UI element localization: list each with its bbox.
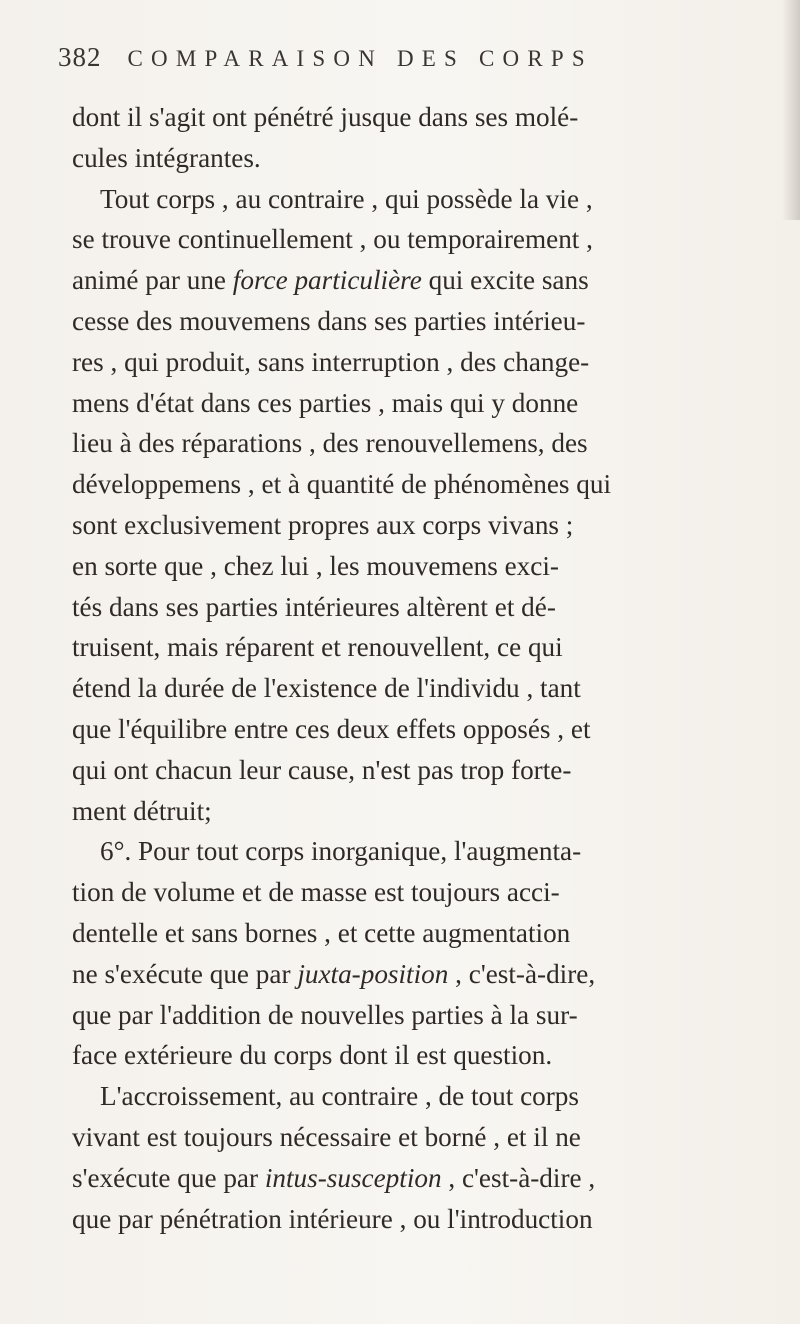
text-line: développemens , et à quantité de phénomènes qui	[72, 469, 612, 500]
emphasized-term: intus-susception	[264, 1162, 442, 1193]
running-head	[58, 42, 758, 82]
running-title: COMPARAISON DES CORPS	[127, 46, 593, 71]
text-line-with-emphasis	[72, 1158, 772, 1199]
emphasized-term: force particulière	[232, 265, 422, 296]
text-line: face extérieure du corps dont il est question.	[72, 1040, 553, 1071]
text-line-with-emphasis	[72, 260, 772, 301]
text-line: Tout corps , au contraire , qui possède la vie ,	[100, 183, 593, 214]
text-line: lieu à des réparations , des renouvellemens, des	[72, 428, 588, 459]
text-line: 6°. Pour tout corps inorganique, l'augmenta-	[100, 836, 582, 867]
text-line: que par l'addition de nouvelles parties à la sur-	[72, 999, 578, 1030]
text-segment: animé par une	[72, 265, 233, 296]
text-line: vivant est toujours nécessaire et borné , et il ne	[72, 1121, 581, 1152]
emphasized-term: juxta-position	[297, 958, 449, 989]
text-line: res , qui produit, sans interruption , des change-	[72, 346, 590, 377]
text-segment: , c'est-à-dire,	[448, 958, 596, 989]
text-segment: , c'est-à-dire ,	[441, 1162, 596, 1193]
text-segment: ne s'exécute que par	[72, 958, 298, 989]
text-line: tés dans ses parties intérieures altèrent et dé-	[72, 591, 556, 622]
text-line: mens d'état dans ces parties , mais qui y donne	[72, 387, 579, 418]
text-line: sont exclusivement propres aux corps vivans ;	[72, 509, 574, 540]
text-line: tion de volume et de masse est toujours acci-	[72, 877, 560, 908]
text-segment: qui excite sans	[421, 265, 589, 296]
text-line: se trouve continuellement , ou temporairement ,	[72, 224, 593, 255]
page-number: 382	[58, 42, 102, 72]
text-line: truisent, mais réparent et renouvellent, ce qui	[72, 632, 563, 663]
text-line: étend la durée de l'existence de l'individu , tant	[72, 673, 581, 704]
text-line: qui ont chacun leur cause, n'est pas trop forte-	[72, 754, 572, 785]
text-segment: s'exécute que par	[72, 1162, 265, 1193]
text-line: que l'équilibre entre ces deux effets opposés , et	[72, 713, 591, 744]
text-line: que par pénétration intérieure , ou l'introduction	[72, 1203, 593, 1234]
text-line: ment détruit;	[72, 795, 212, 826]
text-line: L'accroissement, au contraire , de tout corps	[100, 1081, 579, 1112]
text-line: dont il s'agit ont pénétré jusque dans ses molé-	[72, 102, 579, 132]
body-text	[72, 97, 772, 1239]
text-line: cesse des mouvemens dans ses parties intérieu-	[72, 305, 586, 336]
page-edge-shadow	[782, 0, 800, 220]
text-line-with-emphasis	[72, 954, 772, 995]
text-line: dentelle et sans bornes , et cette augmentation	[72, 917, 571, 948]
text-line: en sorte que , chez lui , les mouvemens exci-	[72, 550, 559, 581]
text-line: cules intégrantes.	[72, 142, 261, 173]
